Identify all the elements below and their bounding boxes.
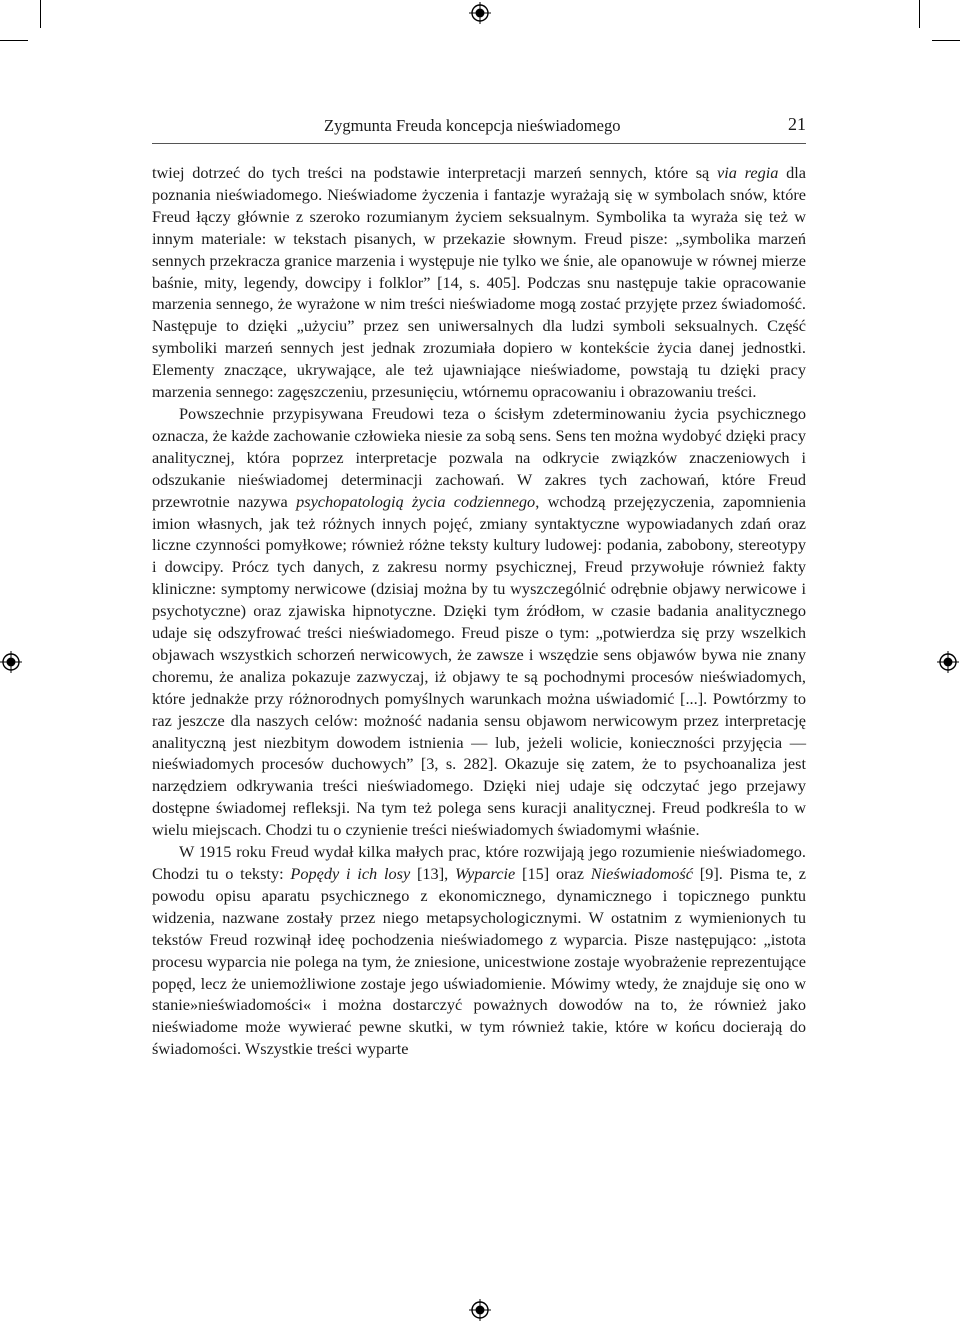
page-number: 21 bbox=[788, 114, 806, 134]
paragraph bbox=[152, 403, 806, 841]
registration-mark-right-icon bbox=[937, 651, 959, 673]
body-text bbox=[152, 162, 806, 1060]
text-segment: [13], bbox=[410, 864, 455, 883]
registration-mark-left-icon bbox=[0, 651, 22, 673]
running-header bbox=[152, 114, 806, 140]
crop-mark-left-top bbox=[0, 40, 28, 41]
text-segment: twiej dotrzeć do tych treści na podstawie interpretacji marzeń sennych, które są bbox=[152, 163, 718, 182]
italic-text: via regia bbox=[717, 163, 779, 182]
crop-mark-right-top bbox=[932, 40, 960, 41]
text-segment: [9]. Pisma te, z powodu opisu aparatu psychicznego z ekonomicznego, dynamicznego i topicznego punktu widzenia, nazwane zostały przez niego metapsychologicznymi. W ostatnim z wymienionych tu tekstów Freud rozwinął ideę pochodzenia nieświadomego z wyparcia. Pisze następująco: „istota procesu wyparcia nie polega na tym, że zniesione, unicestwione zostaje wyobrażenie reprezentujące popęd, lecz że uniemożliwione zostaje jego uświadomienie. Mówimy wtedy, że znajduje się ono w stanie»nieświadomości« i można dostarczyć poważnych dowodów na to, że również jako nieświadome może wywierać pewne skutki, w tym również takie, które w końcu docierają do świadomości. Wszystkie treści wyparte bbox=[152, 864, 807, 1059]
text-segment: [15] oraz bbox=[515, 864, 591, 883]
text-segment: W 1915 roku Freud wydał kilka małych prac, które rozwijają jego rozumienie nieświadomego. Chodzi tu o teksty: bbox=[152, 842, 806, 883]
italic-text: Wyparcie bbox=[454, 864, 516, 883]
italic-text: psychopatologią życia codziennego bbox=[296, 491, 536, 511]
text-segment: dla poznania nieświadomego. Nieświadome życzenia i fantazje wyrażają się w symbolach snów, które Freud łączy głównie z szeroko rozumianym życiem seksualnym. Symbolika ta wyraża się też w innym materiale: w tekstach pisanych, w przekazie słownym. Freud pisze: „symbolika marzeń sennych przekracza granice marzenia i występuje nie tylko we śnie, ale opanowuje w równej mierze baśnie, mity, legendy, dowcipy i folklor” [14, s. 405]. Podczas snu następuje takie opracowanie marzenia sennego, że wyrażone w nim treści nieświadome mogą zostać przyjęte przez świadomość. Następuje to dzięki „użyciu” przez sen uniwersalnych dla ludzi symboli seksualnych. Część symboliki marzeń sennych jest jednak zrozumiała dopiero w kontekście życia danej jednostki. Elementy znaczące, ukrywające, ale też ujawniające nieświadome, powstają tu dzięki pracy marzenia sennego: zagęszczeniu, przesunięciu, wtórnemu opracowaniu i obrazowaniu treści. bbox=[152, 163, 806, 402]
italic-text: Popędy i ich losy bbox=[290, 864, 411, 883]
paragraph bbox=[152, 841, 806, 1060]
registration-mark-bottom-icon bbox=[469, 1299, 491, 1321]
registration-mark-top-icon bbox=[469, 2, 491, 24]
text-segment: Powszechnie przypisywana Freudowi teza o ścisłym zdeterminowaniu życia psychicznego oznacza, że każde zachowanie człowieka niesie za sobą sens. Sens ten można wydobyć dzięki pracy analitycznej, która poprzez interpretacje pozwala na odkrycie związków znaczeniowych i odszukanie nieświadomej determinacji zachowań. W zakres tych zachowań, które Freud przewrotnie nazywa bbox=[152, 403, 806, 511]
running-title: Zygmunta Freuda koncepcja nieświadomego bbox=[324, 116, 621, 135]
crop-mark-top-right bbox=[919, 0, 920, 28]
paragraph bbox=[152, 162, 806, 403]
header-rule bbox=[152, 143, 806, 144]
crop-mark-top-left bbox=[40, 0, 41, 28]
italic-text: Nieświadomość bbox=[590, 864, 693, 883]
text-segment: , wchodzą przejęzyczenia, zapomnienia imion własnych, jak też różnych innych pojęć, zmiany syntaktyczne wypowiadanych zdań oraz liczne czynności pomyłkowe; również różne teksty kultury ludowej: podania, zabobony, stereotypy i dowcipy. Prócz tych danych, z zakresu normy psychicznej, Freud przywołuje również fakty kliniczne: symptomy nerwicowe (dzisiaj można by tu wyszczególnić odrębnie objawy nerwicowe i psychotyczne) oraz zjawiska hipnotyczne. Dzięki tym źródłom, w czasie badania analitycznego udaje się odszyfrować treści nieświadomego. Freud pisze o tym: „potwierdza się przy wszelkich objawach wszystkich schorzeń nerwicowych, że zawsze i wszędzie sens objawów bywa nie znany choremu, że analiza pokazuje zazwyczaj, iż objawy te są pochodnymi procesów nieświadomych, które jednakże przy różnorodnych pomyślnych warunkach można uświadomić [...]. Powtórzmy to raz jeszcze dla naszych celów: możność nadania sensu objawom nerwicowym przez interpretację analityczną jest niezbitym dowodem istnienia — lub, jeżeli wolicie, konieczności przyjęcia — nieświadomych procesów duchowych” [3, s. 282]. Okazuje się zatem, że to psychoanaliza jest narzędziem odkrywania treści nieświadomego. Dzięki niej udaje się odczytać jego przejawy dostępne świadomej refleksji. Na tym też polega sens kuracji analitycznej. Freud podkreśla to w wielu miejscach. Chodzi tu o czynienie treści nieświadomych świadomymi właśnie. bbox=[152, 491, 807, 840]
